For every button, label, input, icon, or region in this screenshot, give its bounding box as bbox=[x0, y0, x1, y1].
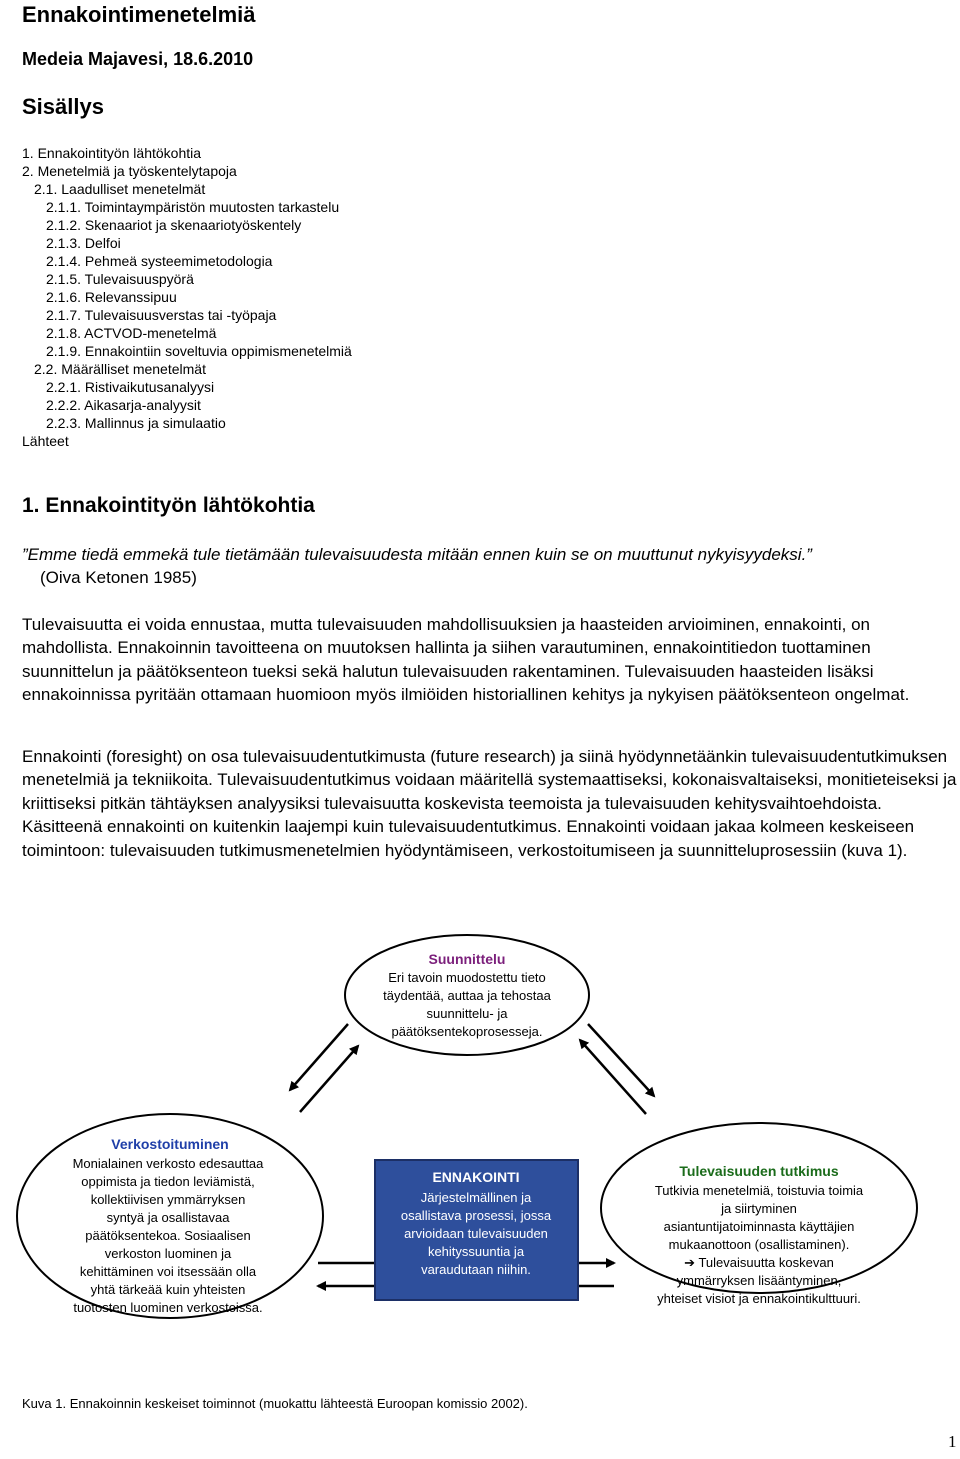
page-number: 1 bbox=[948, 1432, 957, 1451]
futures-research-line: ymmärryksen lisääntyminen, bbox=[676, 1273, 842, 1288]
arrow-left-to-top bbox=[300, 1046, 358, 1112]
forecasting-diagram bbox=[0, 920, 960, 1390]
quote-source: (Oiva Ketonen 1985) bbox=[40, 568, 197, 587]
foresight-title: ENNAKOINTI bbox=[432, 1169, 520, 1185]
networking-line: verkoston luominen ja bbox=[104, 1246, 232, 1261]
futures-research-line: mukaanottoon (osallistaminen). bbox=[668, 1237, 850, 1252]
body-paragraph: Tulevaisuutta ei voida ennustaa, mutta tulevaisuuden mahdollisuuksien ja haasteiden arvioiminen, ennakointi, on mahdollista. Ennakoinnin tavoitteena on muutoksen hallinta ja siihen varautuminen, ennakointitiedon tuottaminen suunnittelun ja päätöksenteon tueksi sekä halutun tulevaisuuden rakentaminen. Tulevaisuuden haasteiden lisäksi ennakoinnissa pyritään ottamaan huomioon myös ilmiöiden historiallinen kehitys ja nykyisen päätöksenteon ongelmat. bbox=[22, 615, 910, 705]
networking-line: päätöksentekoa. Sosiaalisen bbox=[85, 1228, 251, 1243]
foresight-line: arvioidaan tulevaisuuden bbox=[404, 1226, 548, 1241]
toc-item: Lähteet bbox=[22, 433, 69, 449]
toc-item: 2.1.4. Pehmeä systeemimetodologia bbox=[46, 253, 273, 269]
futures-research-title: Tulevaisuuden tutkimus bbox=[679, 1163, 839, 1179]
toc-item: 2.2.2. Aikasarja-analyysit bbox=[46, 397, 201, 413]
toc-item: 2.1.7. Tulevaisuusverstas tai -työpaja bbox=[46, 307, 277, 323]
body-paragraph: Ennakointi (foresight) on osa tulevaisuudentutkimusta (future research) ja siinä hyödynnetäänkin tulevaisuudentutkimuksen menetelmiä ja tekniikoita. Tulevaisuudentutkimus voidaan määritellä systemaattiseksi, kokonaisvaltaiseksi, monitieteiseksi ja kriittiseksi pitkän tähtäyksen analyysiksi tulevaisuutta koskevista teemoista ja tulevaisuuden kehitysvaihtoehdoista. Käsitteenä ennakointi on kuitenkin laajempi kuin tulevaisuudentutkimus. Ennakointi voidaan jakaa kolmeen keskeiseen toimintoon: tulevaisuuden tutkimusmenetelmien hyödyntämiseen, verkostoitumiseen ja suunnitteluprosessiin (kuva 1). bbox=[22, 747, 957, 860]
toc-item: 2.1. Laadulliset menetelmät bbox=[34, 181, 206, 197]
document-title: Ennakointimenetelmiä bbox=[22, 2, 256, 27]
networking-line: yhtä tärkeää kuin yhteisten bbox=[90, 1282, 246, 1297]
futures-research-line: Tutkivia menetelmiä, toistuvia toimia bbox=[654, 1183, 864, 1198]
toc-item: 2.1.2. Skenaariot ja skenaariotyöskentely bbox=[46, 217, 302, 233]
futures-research-line: ja siirtyminen bbox=[721, 1201, 797, 1216]
quote: ”Emme tiedä emmekä tule tietämään tulevaisuudesta mitään ennen kuin se on muuttunut nykyisyydeksi.” bbox=[22, 545, 812, 564]
networking-line: tuotosten luominen verkostoissa. bbox=[73, 1300, 263, 1315]
networking-title: Verkostoituminen bbox=[111, 1136, 229, 1152]
networking-line: syntyä ja osallistavaa bbox=[106, 1210, 230, 1225]
planning-line: Eri tavoin muodostettu tieto bbox=[388, 970, 546, 985]
networking-line: kehittäminen voi itsessään olla bbox=[79, 1264, 257, 1279]
futures-research-line: ➔ Tulevaisuutta koskevan bbox=[684, 1255, 834, 1270]
toc-heading: Sisällys bbox=[22, 94, 104, 119]
author-date: Medeia Majavesi, 18.6.2010 bbox=[22, 49, 254, 69]
foresight-line: osallistava prosessi, jossa bbox=[400, 1208, 552, 1223]
toc-item: 1. Ennakointityön lähtökohtia bbox=[22, 145, 202, 161]
toc-item: 2.1.9. Ennakointiin soveltuvia oppimismenetelmiä bbox=[46, 343, 352, 359]
toc-item: 2.1.3. Delfoi bbox=[46, 235, 121, 251]
toc-item: 2.2.3. Mallinnus ja simulaatio bbox=[46, 415, 226, 431]
planning-line: täydentää, auttaa ja tehostaa bbox=[383, 988, 551, 1003]
toc-item: 2.1.6. Relevanssipuu bbox=[46, 289, 177, 305]
networking-line: kollektiivisen ymmärryksen bbox=[90, 1192, 246, 1207]
toc-item: 2.2. Määrälliset menetelmät bbox=[34, 361, 206, 377]
networking-line: Monialainen verkosto edesauttaa bbox=[72, 1156, 264, 1171]
toc-item: 2.1.1. Toimintaympäristön muutosten tarkastelu bbox=[46, 199, 340, 215]
toc-item: 2.1.5. Tulevaisuuspyörä bbox=[46, 271, 194, 287]
arrow-top-to-left bbox=[290, 1024, 348, 1090]
figure-caption: Kuva 1. Ennakoinnin keskeiset toiminnot (muokattu lähteestä Euroopan komissio 2002). bbox=[22, 1396, 528, 1411]
foresight-line: varaudutaan niihin. bbox=[421, 1262, 531, 1277]
toc-item: 2.2.1. Ristivaikutusanalyysi bbox=[46, 379, 215, 395]
section-heading: 1. Ennakointityön lähtökohtia bbox=[22, 494, 315, 517]
futures-research-line: asiantuntijatoiminnasta käyttäjien bbox=[663, 1219, 855, 1234]
planning-line: suunnittelu- ja bbox=[426, 1006, 508, 1021]
foresight-line: Järjestelmällinen ja bbox=[420, 1190, 532, 1205]
planning-title: Suunnittelu bbox=[428, 951, 506, 967]
futures-research-line: yhteiset visiot ja ennakointikulttuuri. bbox=[657, 1291, 861, 1306]
foresight-line: kehityssuuntia ja bbox=[427, 1244, 525, 1259]
toc-item: 2.1.8. ACTVOD-menetelmä bbox=[46, 325, 217, 341]
networking-line: oppimista ja tiedon leviämistä, bbox=[81, 1174, 255, 1189]
planning-line: päätöksentekoprosesseja. bbox=[391, 1024, 543, 1039]
toc-item: 2. Menetelmiä ja työskentelytapoja bbox=[22, 163, 237, 179]
